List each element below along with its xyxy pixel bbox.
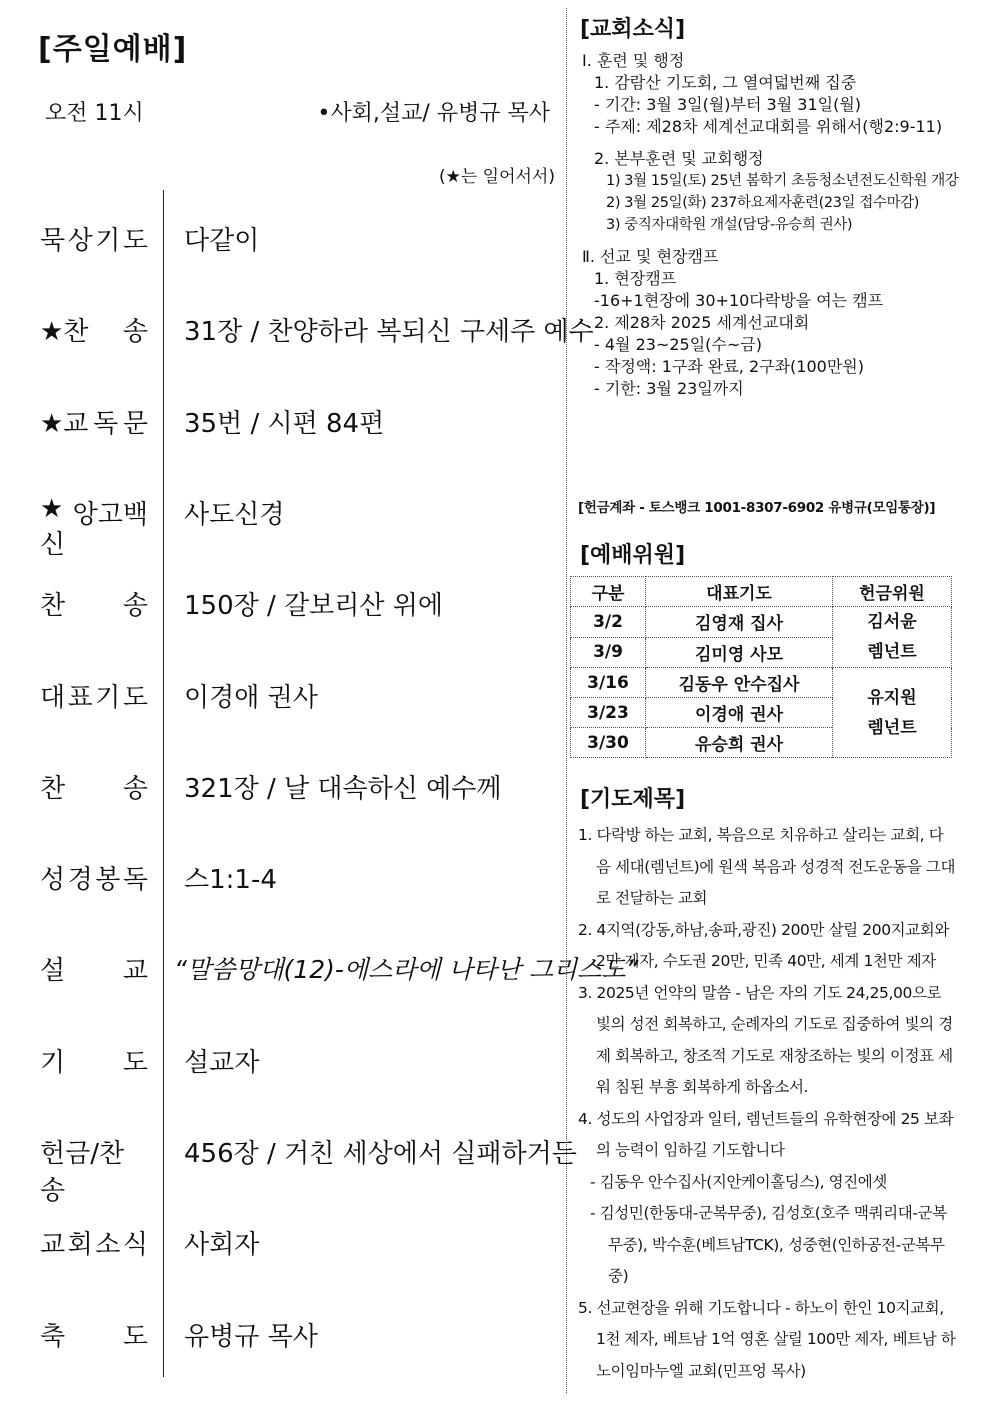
- order-value: 35번 / 시편 84편: [184, 408, 385, 439]
- duty-prayer: 김동우 안수집사: [646, 668, 833, 698]
- order-value: 다같이: [184, 226, 260, 256]
- duty-prayer: 유승희 권사: [646, 728, 833, 758]
- news-line: - 기간: 3월 3일(월)부터 3월 31일(월): [594, 95, 862, 114]
- news-column: [574, 0, 984, 1403]
- order-row: [40, 220, 560, 264]
- order-value: 사도신경: [184, 499, 285, 530]
- label-char: 송: [122, 773, 148, 804]
- order-value: 스1:1-4: [184, 865, 277, 896]
- label-char: 독: [122, 865, 148, 896]
- order-row: [40, 768, 560, 812]
- label-char: 독: [93, 408, 119, 439]
- label-char: 식: [122, 1230, 148, 1261]
- prayer-item: 1. 다락방 하는 교회, 복음으로 치유하고 살리는 교회, 다음 세대(렘넌트)에 원색 복음과 성경적 전도운동을 그대로 전달하는 교회: [578, 826, 956, 907]
- table-row: [571, 668, 952, 698]
- news-line: - 4월 23~25일(수~금): [594, 335, 762, 354]
- duty-title: [예배위원]: [580, 543, 686, 568]
- duty-offering: 김서윤 렘넌트: [833, 607, 952, 668]
- order-row: [40, 677, 560, 721]
- label-char: 성: [40, 865, 66, 896]
- label-char: 회: [67, 1230, 93, 1261]
- worship-title: [주일예배]: [38, 32, 188, 67]
- label-char: 상: [67, 226, 93, 256]
- order-value: 321장 / 날 대속하신 예수께: [184, 773, 502, 804]
- label-char: ★찬: [40, 317, 89, 348]
- spacer: [582, 138, 982, 148]
- label-char: 설: [40, 956, 66, 987]
- duty-prayer: 김미영 사모: [646, 637, 833, 668]
- order-label: [40, 403, 148, 440]
- order-label: [40, 1042, 148, 1079]
- label-char: 송: [122, 317, 148, 348]
- duty-offering: 유지원 렘넌트: [833, 668, 952, 758]
- order-row: [40, 1133, 577, 1206]
- duty-header-row: [571, 577, 952, 607]
- label-char: 도: [122, 1321, 148, 1352]
- label-char: 묵: [40, 226, 66, 256]
- news-line: 2. 제28차 2025 세계선교대회: [594, 313, 810, 332]
- worship-time: 오전 11시: [45, 101, 144, 126]
- duty-header-prayer: 대표기도: [646, 577, 833, 607]
- label-char: 문: [122, 408, 148, 439]
- order-value: “말씀망대(12)-에스라에 나타난 그리스도”: [174, 955, 639, 985]
- prayer-item: 2. 4지역(강동,하남,송파,광진) 200만 살릴 200지교회와 2만 제자, 수도권 20만, 민족 40만, 세계 1천만 제자: [578, 920, 949, 970]
- label-char: 기: [40, 1047, 66, 1078]
- order-row: [40, 1042, 560, 1086]
- news-title: [교회소식]: [580, 17, 686, 42]
- news-line: - 기한: 3월 23일까지: [594, 379, 744, 398]
- order-value: 사회자: [184, 1230, 260, 1261]
- label-char: 기: [95, 226, 121, 256]
- order-label: 헌금/찬송: [40, 1139, 125, 1206]
- duty-header-date: 구분: [571, 577, 646, 607]
- news-line: 2) 3월 25일(화) 237하요제자훈련(23일 접수마감): [606, 195, 920, 211]
- order-label: [40, 1316, 148, 1353]
- news-line: 1) 3월 15일(토) 25년 봄학기 초등청소년전도신학원 개강: [606, 173, 959, 189]
- news-line: Ⅱ. 선교 및 현장캠프: [582, 247, 719, 266]
- table-row: [571, 607, 952, 638]
- label-char: ★교: [40, 408, 89, 439]
- prayer-item: - 김동우 안수집사(지안케이홀딩스), 영진에셋: [590, 1172, 887, 1191]
- order-value: 이경애 권사: [184, 682, 318, 713]
- label-char: 기: [95, 682, 121, 713]
- news-line: - 주제: 제28차 세계선교대회를 위해서(행2:9-11): [594, 117, 943, 136]
- label-char: 도: [122, 226, 148, 256]
- order-label: [40, 677, 148, 714]
- label-char: 고: [97, 499, 123, 530]
- order-value: 설교자: [184, 1047, 260, 1078]
- order-label: [40, 859, 148, 896]
- label-char: 찬: [40, 773, 66, 804]
- label-char: 소: [95, 1230, 121, 1261]
- prayer-item: - 김성민(한동대-군복무중), 김성호(호주 맥쿼리대-군복무중), 박수훈(베트남TCK), 성중현(인하공전-군복무중): [590, 1204, 947, 1285]
- news-list: [582, 50, 982, 400]
- label-char: 표: [67, 682, 93, 713]
- label-char: 경: [67, 865, 93, 896]
- order-row: [40, 1224, 560, 1268]
- duty-table: [570, 576, 952, 758]
- prayer-item: 3. 2025년 언약의 말씀 - 남은 자의 기도 24,25,00으로 빛의 성전 회복하고, 순례자의 기도로 집중하여 빛의 경제 회복하고, 창조적 기도로 재창조하는 빛의 이정표 세워 침된 부흥 회복하게 하옵소서.: [578, 983, 953, 1096]
- order-label: [40, 585, 148, 622]
- prayer-list: [578, 820, 956, 1387]
- label-char: ★신: [40, 493, 66, 560]
- order-value: 31장 / 찬양하라 복되신 구세주 예수: [184, 317, 594, 348]
- spacer: [582, 236, 982, 246]
- order-row: [40, 1316, 560, 1360]
- order-row: [40, 859, 560, 903]
- news-line: 1. 감람산 기도회, 그 열여덟번째 집중: [594, 73, 857, 92]
- label-char: 도: [122, 1047, 148, 1078]
- label-char: 교: [122, 956, 148, 987]
- order-row: [40, 493, 560, 560]
- order-value: 유병규 목사: [184, 1321, 318, 1352]
- order-label: [40, 950, 148, 987]
- order-value: 456장 / 거친 세상에서 실패하거든: [184, 1139, 577, 1169]
- news-line: 1. 현장캠프: [594, 269, 677, 288]
- duty-prayer: 김영재 집사: [646, 607, 833, 638]
- label-char: 송: [122, 591, 148, 622]
- column-divider: [566, 8, 567, 1393]
- duty-date: 3/30: [571, 728, 646, 758]
- duty-header-offering: 헌금위원: [833, 577, 952, 607]
- news-line: Ⅰ. 훈련 및 행정: [582, 51, 685, 70]
- duty-date: 3/16: [571, 668, 646, 698]
- prayer-item: 4. 성도의 사업장과 일터, 렘넌트들의 유학현장에 25 보좌의 능력이 임하길 기도합니다: [578, 1109, 954, 1159]
- prayer-title: [기도제목]: [580, 787, 686, 812]
- duty-date: 3/2: [571, 607, 646, 638]
- label-char: 교: [40, 1230, 66, 1261]
- order-row: [40, 403, 560, 447]
- order-label: [40, 494, 148, 561]
- label-char: 도: [122, 682, 148, 713]
- label-char: 앙: [72, 499, 98, 530]
- duty-date: 3/9: [571, 637, 646, 668]
- offering-account: [헌금계좌 - 토스뱅크 1001-8307-6902 유병규(모임통장)]: [578, 500, 936, 516]
- stand-note: (★는 일어서서): [438, 167, 555, 187]
- news-line: - 작정액: 1구좌 완료, 2구좌(100만원): [594, 357, 864, 376]
- news-line: 2. 본부훈련 및 교회행정: [594, 149, 764, 168]
- news-line: -16+1현장에 30+10다락방을 여는 캠프: [594, 291, 884, 310]
- order-row: [40, 950, 639, 994]
- label-char: 백: [122, 499, 148, 530]
- order-row: [40, 585, 560, 629]
- label-char: 축: [40, 1321, 66, 1352]
- worship-leader: •사회,설교/ 유병규 목사: [317, 101, 550, 126]
- label-char: 찬: [40, 591, 66, 622]
- order-label: [40, 311, 148, 348]
- label-char: 봉: [95, 865, 121, 896]
- news-line: 3) 중직자대학원 개설(담당-유승희 권사): [606, 217, 853, 233]
- order-value: 150장 / 갈보리산 위에: [184, 591, 443, 622]
- order-label: [40, 1224, 148, 1261]
- order-label: [40, 220, 148, 257]
- order-label: [40, 768, 148, 805]
- duty-prayer: 이경애 권사: [646, 698, 833, 728]
- order-row: [40, 311, 594, 355]
- duty-date: 3/23: [571, 698, 646, 728]
- label-char: 대: [40, 682, 66, 713]
- prayer-item: 5. 선교현장을 위해 기도합니다 - 하노이 한인 10지교회, 1천 제자, 베트남 1억 영혼 살릴 100만 제자, 베트남 하노이임마누엘 교회(민프엉 목사): [578, 1298, 956, 1380]
